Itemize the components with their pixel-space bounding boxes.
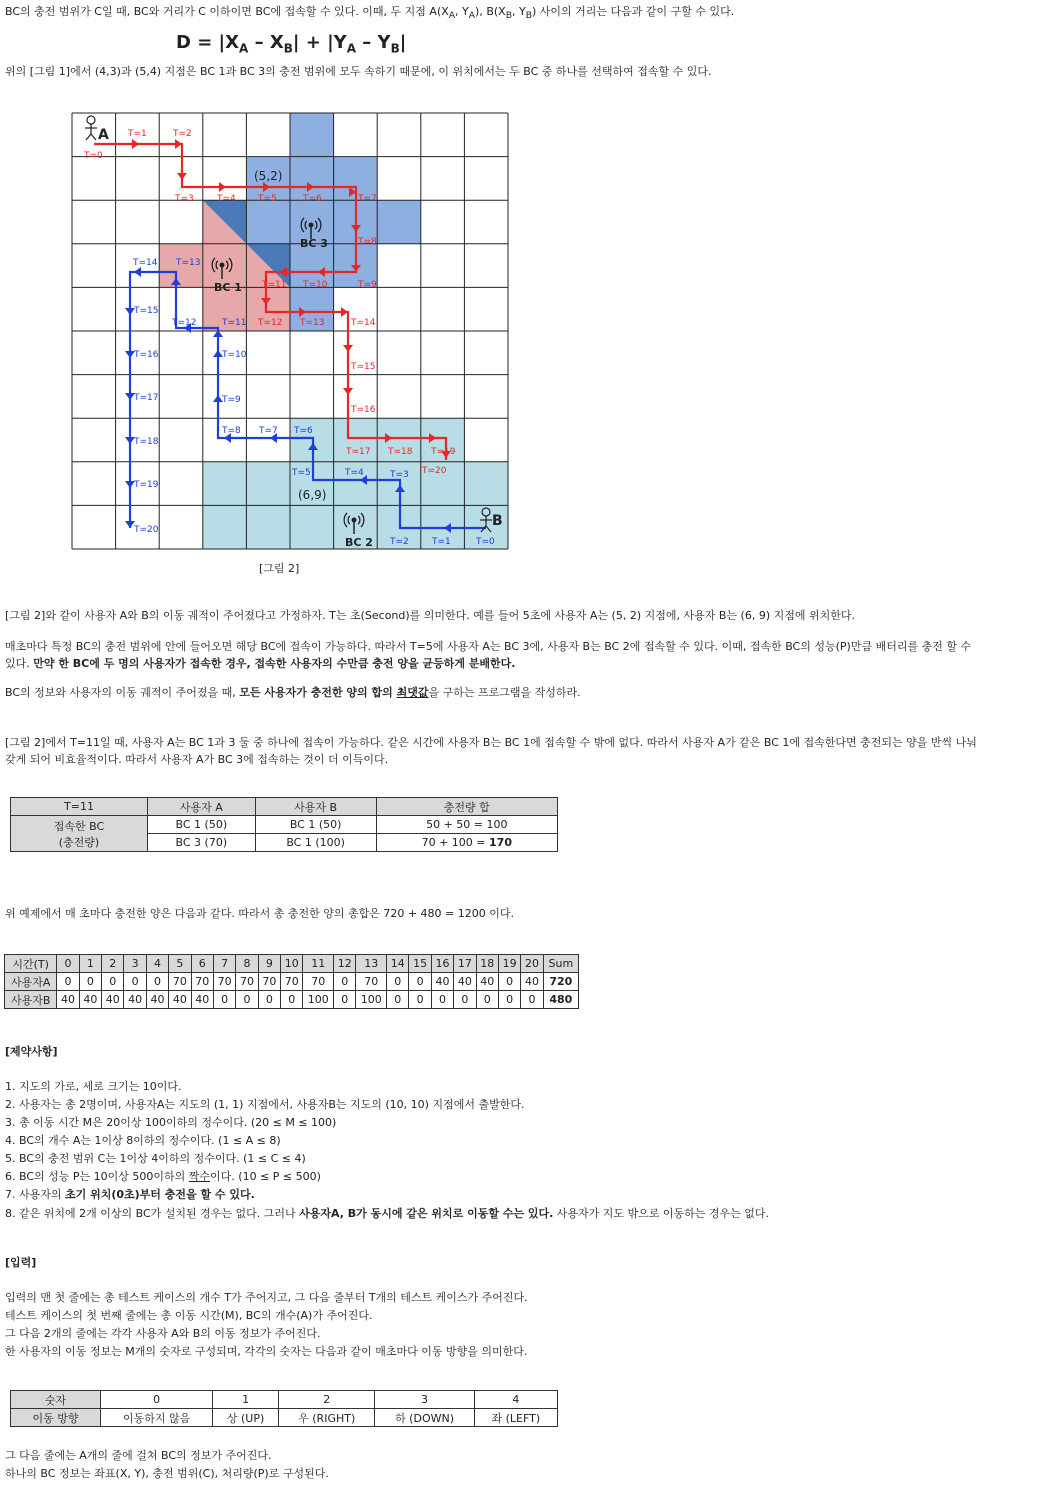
para-3: BC의 정보와 사용자의 이동 궤적이 주어졌을 때, 모든 사용자가 충전한 양의 합의 최댓값을 구하는 프로그램을 작성하라. <box>5 686 581 699</box>
row-label: 사용자A <box>5 973 57 991</box>
charge-cell: 0 <box>409 973 431 991</box>
figure-2 <box>0 0 1059 590</box>
time-header-cell: 12 <box>334 955 356 973</box>
charge-cell: 40 <box>431 973 453 991</box>
coord-b-label: (6,9) <box>298 488 327 502</box>
path-arrow <box>219 182 226 192</box>
user-a-icon <box>91 134 96 140</box>
t11-header: 충전량 합 <box>376 798 557 816</box>
path-arrow <box>177 173 187 180</box>
bc2-coverage-cell <box>290 505 334 549</box>
input-after: 그 다음 줄에는 A개의 줄에 걸쳐 BC의 정보가 주어진다. <box>5 1449 272 1462</box>
charge-cell: 40 <box>169 991 191 1009</box>
dir-header: 1 <box>213 1391 279 1409</box>
bc3-coverage-cell <box>377 200 421 244</box>
time-label: T=20 <box>134 525 159 535</box>
time-label: T=9 <box>358 280 377 290</box>
charge-cell: 0 <box>102 973 124 991</box>
charge-cell: 70 <box>213 973 235 991</box>
t11-row-label: 접속한 BC (충전량) <box>11 816 148 852</box>
para-4a: [그림 2]에서 T=11일 때, 사용자 A는 BC 1과 3 둘 중 하나에 접속이 가능하다. 같은 시간에 사용자 B는 BC 1에 접속할 수 밖에 없다. 따라서 사용자 A가 같은 BC 1에 접속한다면 충전되는 양을 반씩 나눠 <box>5 736 977 749</box>
charge-cell: 0 <box>258 991 280 1009</box>
t11-cell: BC 1 (50) <box>148 816 256 834</box>
bc2-coverage-cell <box>464 462 508 506</box>
charge-cell: 0 <box>409 991 431 1009</box>
charge-cell: 0 <box>146 973 168 991</box>
bc2-coverage-cell <box>290 418 334 462</box>
t11-cell: 50 + 50 = 100 <box>376 816 557 834</box>
time-header-cell: 16 <box>431 955 453 973</box>
time-header-cell: 6 <box>191 955 213 973</box>
time-header-cell: 14 <box>387 955 409 973</box>
dir-cell: 이동하지 않음 <box>101 1409 213 1427</box>
bc2-coverage-cell <box>246 505 290 549</box>
charge-cell: 0 <box>454 991 476 1009</box>
time-label: T=17 <box>346 447 371 457</box>
charge-cell: 100 <box>303 991 334 1009</box>
time-header-cell: 7 <box>213 955 235 973</box>
bc1-label: BC 1 <box>214 281 242 294</box>
time-header-cell: 20 <box>521 955 543 973</box>
charge-cell: 0 <box>334 973 356 991</box>
time-label: T=1 <box>432 537 451 547</box>
charge-cell: 0 <box>498 973 520 991</box>
time-header-cell: 15 <box>409 955 431 973</box>
time-header-cell: 2 <box>102 955 124 973</box>
time-label: T=2 <box>390 537 409 547</box>
time-label: T=12 <box>258 318 283 328</box>
charge-cell: 0 <box>387 991 409 1009</box>
dir-header: 숫자 <box>11 1391 101 1409</box>
direction-table <box>10 1390 558 1427</box>
time-label: T=19 <box>431 447 456 457</box>
time-label: T=15 <box>351 362 376 372</box>
bc2-coverage-cell <box>203 462 247 506</box>
figure-caption: [그림 2] <box>259 562 300 575</box>
time-header-cell: 17 <box>454 955 476 973</box>
constraints-title: [제약사항] <box>5 1045 58 1058</box>
time-header-cell: 3 <box>124 955 146 973</box>
time-label: T=17 <box>134 393 159 403</box>
time-header-cell: 13 <box>356 955 387 973</box>
time-label: T=8 <box>222 426 241 436</box>
path-arrow <box>132 139 139 149</box>
charge-cell: 40 <box>191 991 213 1009</box>
time-label: T=0 <box>476 537 495 547</box>
input-line: 한 사용자의 이동 정보는 M개의 숫자로 구성되며, 각각의 숫자는 다음과 같이 매초마다 이동 방향을 의미한다. <box>5 1345 528 1358</box>
per-second-table <box>4 954 579 1009</box>
time-label: T=4 <box>345 468 364 478</box>
dir-cell: 좌 (LEFT) <box>474 1409 557 1427</box>
path-arrow <box>343 388 353 395</box>
user-b-label: B <box>492 513 503 529</box>
time-label: T=7 <box>259 426 278 436</box>
time-label: T=11 <box>222 318 247 328</box>
time-label: T=18 <box>134 437 159 447</box>
time-label: T=10 <box>303 280 328 290</box>
time-label: T=19 <box>134 480 159 490</box>
time-label: T=4 <box>217 194 236 204</box>
charge-cell: 70 <box>169 973 191 991</box>
time-label: T=6 <box>303 194 322 204</box>
time-header-cell: 19 <box>498 955 520 973</box>
time-label: T=5 <box>292 468 311 478</box>
dir-header: 2 <box>278 1391 374 1409</box>
constraint-item: 3. 총 이동 시간 M은 20이상 100이하의 정수이다. (20 ≤ M ≤ 100) <box>5 1116 337 1129</box>
time-header-cell: 1 <box>79 955 101 973</box>
dir-header: 4 <box>474 1391 557 1409</box>
t11-header: 사용자 A <box>148 798 256 816</box>
charge-cell: 0 <box>431 991 453 1009</box>
bc3-label: BC 3 <box>300 237 328 250</box>
charge-cell: 70 <box>281 973 303 991</box>
path-arrow <box>134 267 141 277</box>
time-header-cell: 5 <box>169 955 191 973</box>
input-line: 그 다음 2개의 줄에는 각각 사용자 A와 B의 이동 정보가 주어진다. <box>5 1327 321 1340</box>
charge-cell: 40 <box>476 973 498 991</box>
intro-line-1: BC의 충전 범위가 C일 때, BC와 거리가 C 이하이면 BC에 접속할 수 있다. 이때, 두 지점 $A(X_A$, $Y_A$), $B(X_B$, $Y_B$) 사이의 거리는 다음과 같이 구할 수 있다. <box>5 5 735 22</box>
time-label: T=1 <box>128 129 147 139</box>
time-label: T=8 <box>358 237 377 247</box>
user-a-icon <box>86 134 91 140</box>
charge-cell: 70 <box>303 973 334 991</box>
time-header-cell: 10 <box>281 955 303 973</box>
dir-cell: 하 (DOWN) <box>375 1409 474 1427</box>
user-a-icon <box>87 116 95 124</box>
para-1: [그림 2]와 같이 사용자 A와 B의 이동 궤적이 주어졌다고 가정하자. T는 초(Second)를 의미한다. 예를 들어 5초에 사용자 A는 (5, 2) 지점에, 사용자 B는 (6, 9) 지점에 위치한다. <box>5 609 855 622</box>
charge-cell: 70 <box>258 973 280 991</box>
charge-cell: 0 <box>213 991 235 1009</box>
time-label: T=20 <box>422 466 447 476</box>
bc3-coverage-cell <box>290 113 334 157</box>
path-arrow <box>343 345 353 352</box>
charge-cell: 0 <box>334 991 356 1009</box>
t11-table <box>10 797 558 852</box>
constraint-item: 5. BC의 충전 범위 C는 1이상 4이하의 정수이다. (1 ≤ C ≤ 4) <box>5 1152 306 1165</box>
charge-cell: 0 <box>387 973 409 991</box>
charge-cell: 0 <box>236 991 258 1009</box>
charge-cell: 0 <box>476 991 498 1009</box>
charge-cell: 0 <box>521 991 543 1009</box>
time-header-cell: 11 <box>303 955 334 973</box>
charge-cell: 40 <box>521 973 543 991</box>
time-label: T=3 <box>175 194 194 204</box>
input-line: 테스트 케이스의 첫 번째 줄에는 총 이동 시간(M), BC의 개수(A)가 주어진다. <box>5 1309 373 1322</box>
charge-cell: 40 <box>124 991 146 1009</box>
constraint-item: 1. 지도의 가로, 세로 크기는 10이다. <box>5 1080 182 1093</box>
intro-line-2: 위의 [그림 1]에서 (4,3)과 (5,4) 지점은 BC 1과 BC 3의 충전 범위에 모두 속하기 때문에, 이 위치에서는 두 BC 중 하나를 선택하여 접속할 수 있다. <box>5 65 712 78</box>
charge-cell: 0 <box>124 973 146 991</box>
input-after: 하나의 BC 정보는 좌표(X, Y), 충전 범위(C), 처리량(P)로 구성된다. <box>5 1467 329 1480</box>
t11-cell: BC 1 (50) <box>255 816 376 834</box>
para-4b: 갖게 되어 비효율적이다. 따라서 사용자 A가 BC 3에 접속하는 것이 더 이득이다. <box>5 753 389 766</box>
constraint-item: 8. 같은 위치에 2개 이상의 BC가 설치된 경우는 없다. 그러나 사용자A, B가 동시에 같은 위치로 이동할 수는 있다. 사용자가 지도 밖으로 이동하는 경우는 없다. <box>5 1207 770 1220</box>
bc3-coverage-cell <box>246 200 290 244</box>
charge-cell: 40 <box>454 973 476 991</box>
time-label: T=6 <box>294 426 313 436</box>
charge-cell: 70 <box>236 973 258 991</box>
charge-cell: 40 <box>146 991 168 1009</box>
charge-cell: 0 <box>498 991 520 1009</box>
t11-cell: 70 + 100 = 170 <box>376 834 557 852</box>
t11-cell: BC 3 (70) <box>148 834 256 852</box>
distance-formula: $D = |X_A - X_B| + |Y_A - Y_B|$ <box>176 32 407 56</box>
time-label: T=13 <box>300 318 325 328</box>
para-2b: 있다. 만약 한 BC에 두 명의 사용자가 접속한 경우, 접속한 사용자의 수만큼 충전 양을 균등하게 분배한다. <box>5 657 516 670</box>
bc2-coverage-cell <box>246 462 290 506</box>
charge-cell: 480 <box>543 991 578 1009</box>
charge-cell: 70 <box>356 973 387 991</box>
input-title: [입력] <box>5 1256 37 1269</box>
constraint-item: 7. 사용자의 초기 위치(0초)부터 충전을 할 수 있다. <box>5 1188 255 1201</box>
bc2-label: BC 2 <box>345 536 373 549</box>
para-5: 위 예제에서 매 초마다 충전한 양은 다음과 같다. 따라서 총 충전한 양의 총합은 720 + 480 = 1200 이다. <box>5 907 515 920</box>
time-label: T=16 <box>134 350 159 360</box>
charge-cell: 40 <box>102 991 124 1009</box>
dir-header: 3 <box>375 1391 474 1409</box>
time-label: T=9 <box>222 395 241 405</box>
charge-cell: 40 <box>57 991 79 1009</box>
t11-header: T=11 <box>11 798 148 816</box>
charge-cell: 0 <box>57 973 79 991</box>
dir-cell: 상 (UP) <box>213 1409 279 1427</box>
time-label: T=7 <box>358 194 377 204</box>
charge-cell: 720 <box>543 973 578 991</box>
time-header-cell: 8 <box>236 955 258 973</box>
time-label: T=14 <box>133 258 158 268</box>
time-label: T=5 <box>258 194 277 204</box>
bc2-coverage-cell <box>203 505 247 549</box>
time-label: T=3 <box>390 470 409 480</box>
row-label: 사용자B <box>5 991 57 1009</box>
constraint-item: 4. BC의 개수 A는 1이상 8이하의 정수이다. (1 ≤ A ≤ 8) <box>5 1134 281 1147</box>
constraint-item: 6. BC의 성능 P는 10이상 500이하의 짝수이다. (10 ≤ P ≤ 500) <box>5 1170 321 1183</box>
time-label: T=10 <box>222 350 247 360</box>
time-header-cell: 18 <box>476 955 498 973</box>
charge-cell: 70 <box>191 973 213 991</box>
time-header-cell: 4 <box>146 955 168 973</box>
coord-a-label: (5,2) <box>254 169 283 183</box>
charge-cell: 40 <box>79 991 101 1009</box>
t11-cell: BC 1 (100) <box>255 834 376 852</box>
dir-header: 0 <box>101 1391 213 1409</box>
constraint-item: 2. 사용자는 총 2명이며, 사용자A는 지도의 (1, 1) 지점에서, 사용자B는 지도의 (10, 10) 지점에서 출발한다. <box>5 1098 525 1111</box>
time-label: T=11 <box>262 280 287 290</box>
time-label: T=18 <box>388 447 413 457</box>
time-header-cell: 시간(T) <box>5 955 57 973</box>
time-label: T=15 <box>134 306 159 316</box>
time-label: T=16 <box>351 405 376 415</box>
dir-cell: 우 (RIGHT) <box>278 1409 374 1427</box>
dir-cell: 이동 방향 <box>11 1409 101 1427</box>
time-label: T=12 <box>172 318 197 328</box>
input-line: 입력의 맨 첫 줄에는 총 테스트 케이스의 개수 T가 주어지고, 그 다음 줄부터 T개의 테스트 케이스가 주어진다. <box>5 1291 528 1304</box>
time-header-cell: Sum <box>543 955 578 973</box>
time-header-cell: 9 <box>258 955 280 973</box>
charge-cell: 0 <box>79 973 101 991</box>
time-label: T=0 <box>84 151 103 161</box>
user-a-label: A <box>98 127 109 143</box>
time-label: T=13 <box>176 258 201 268</box>
charge-cell: 100 <box>356 991 387 1009</box>
time-label: T=14 <box>351 318 376 328</box>
time-label: T=2 <box>173 129 192 139</box>
charge-cell: 0 <box>281 991 303 1009</box>
time-header-cell: 0 <box>57 955 79 973</box>
para-2a: 매초마다 특정 BC의 충전 범위에 안에 들어오면 해당 BC에 접속이 가능하다. 따라서 T=5에 사용자 A는 BC 3에, 사용자 B는 BC 2에 접속할 수 있다. 이때, 접속한 BC의 성능(P)만큼 배터리를 충전 할 수 <box>5 640 972 653</box>
t11-header: 사용자 B <box>255 798 376 816</box>
